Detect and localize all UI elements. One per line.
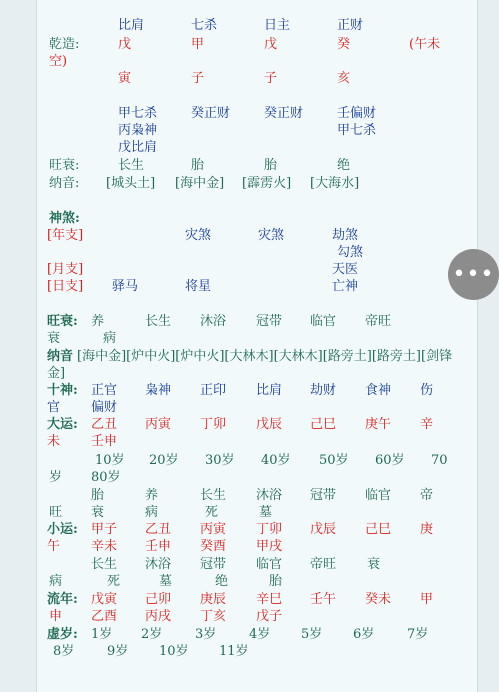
dayun-nayin-line: [海中金][炉中火][炉中火][大林木][大林木][路旁土][路旁土][剑锋 (77, 349, 453, 364)
prosperity-value: 长生 (118, 158, 145, 173)
ten-gods-label: 十神: (47, 383, 78, 398)
dayun-cycle: 冠带 (310, 488, 337, 503)
dayun-pillar: 己巳 (310, 417, 337, 432)
liunian-pillar: 癸未 (365, 592, 392, 607)
ten-god-item: 偏财 (91, 400, 118, 415)
shensha-title: 神煞: (49, 211, 80, 226)
xiaoyun-pillar: 甲子 (91, 522, 118, 537)
xusui-age: 11岁 (219, 644, 249, 659)
xiaoyun-pillar: 乙丑 (145, 522, 172, 537)
xiaoyun-cycle: 墓 (159, 574, 173, 589)
stem-day: 戊 (264, 37, 278, 52)
xiaoyun-pillar: 庚 (420, 522, 434, 537)
xiaoyun-cycle: 冠带 (200, 557, 227, 572)
xusui-age: 6岁 (353, 627, 375, 642)
cycle-value: 养 (91, 314, 105, 329)
ten-god-item: 伤 (420, 383, 434, 398)
dayun-label: 大运: (47, 417, 78, 432)
shensha-item: 天医 (332, 262, 359, 277)
xiaoyun-pillar: 戊辰 (310, 522, 337, 537)
liunian-pillar: 己卯 (145, 592, 172, 607)
day-branch-label: [日支] (47, 279, 84, 294)
cycle-label: 旺衰: (47, 314, 78, 329)
nayin-label: 纳音: (49, 176, 80, 191)
liunian-pillar: 丁亥 (200, 609, 227, 624)
more-dots-icon: ••• (452, 261, 495, 287)
header-ten-god-year: 比肩 (118, 18, 145, 33)
dayun-age: 40岁 (261, 453, 291, 468)
xusui-age: 9岁 (107, 644, 129, 659)
xusui-age: 2岁 (141, 627, 163, 642)
header-ten-god-day: 日主 (264, 18, 291, 33)
liunian-label: 流年: (47, 592, 78, 607)
branch-month: 子 (191, 71, 205, 86)
hidden-stem: 甲七杀 (337, 123, 377, 138)
xiaoyun-cycle: 长生 (91, 557, 118, 572)
dayun-age: 30岁 (205, 453, 235, 468)
dayun-cycle: 衰 (91, 505, 105, 520)
ten-god-item: 比肩 (256, 383, 283, 398)
xiaoyun-cycle: 帝旺 (310, 557, 337, 572)
xiaoyun-pillar: 辛未 (91, 539, 118, 554)
prosperity-value: 绝 (337, 158, 351, 173)
ten-god-item: 正印 (200, 383, 227, 398)
hidden-stem: 癸正财 (264, 106, 304, 121)
dayun-cycle: 旺 (49, 505, 63, 520)
liunian-pillar: 戊子 (256, 609, 283, 624)
xusui-age: 3岁 (195, 627, 217, 642)
liunian-pillar: 乙酉 (91, 609, 118, 624)
dayun-age: 70 (431, 453, 448, 468)
stem-hour: 癸 (337, 37, 351, 52)
dayun-pillar: 辛 (420, 417, 434, 432)
dayun-nayin-label: 纳音 (47, 349, 74, 364)
xiaoyun-pillar: 癸酉 (200, 539, 227, 554)
cycle-value: 冠带 (256, 314, 283, 329)
year-branch-label: [年支] (47, 228, 84, 243)
dayun-age: 50岁 (319, 453, 349, 468)
hidden-stem: 丙枭神 (118, 123, 158, 138)
qianzao-label: 乾造: (49, 37, 80, 52)
empty-note: (午未 (409, 37, 441, 52)
liunian-pillar: 甲 (420, 592, 434, 607)
shensha-item: 勾煞 (337, 245, 364, 260)
xusui-age: 1岁 (91, 627, 113, 642)
ten-god-item: 正官 (91, 383, 118, 398)
xusui-age: 5岁 (301, 627, 323, 642)
cycle-value: 帝旺 (365, 314, 392, 329)
xiaoyun-pillar: 壬申 (145, 539, 172, 554)
branch-year: 寅 (118, 71, 132, 86)
shensha-item: 劫煞 (332, 228, 359, 243)
dayun-age: 岁 (49, 470, 63, 485)
cycle-value: 长生 (145, 314, 172, 329)
dayun-cycle: 临官 (365, 488, 392, 503)
dayun-pillar: 丙寅 (145, 417, 172, 432)
cycle-value: 沐浴 (200, 314, 227, 329)
dayun-age: 60岁 (375, 453, 405, 468)
dayun-cycle: 长生 (200, 488, 227, 503)
xiaoyun-cycle: 沐浴 (145, 557, 172, 572)
xiaoyun-pillar: 丙寅 (200, 522, 227, 537)
xiaoyun-cycle: 死 (107, 574, 121, 589)
dayun-pillar: 戊辰 (256, 417, 283, 432)
prosperity-label: 旺衰: (49, 158, 80, 173)
dayun-age: 20岁 (149, 453, 179, 468)
xiaoyun-cycle: 胎 (269, 574, 283, 589)
xiaoyun-cycle: 临官 (256, 557, 283, 572)
cycle-value: 衰 (47, 331, 61, 346)
hidden-stem: 戊比肩 (118, 140, 158, 155)
xusui-age: 7岁 (407, 627, 429, 642)
dayun-pillar: 丁卯 (200, 417, 227, 432)
hidden-stem: 癸正财 (191, 106, 231, 121)
ten-god-item: 官 (47, 400, 61, 415)
nayin-value: [大海水] (310, 176, 360, 191)
ten-god-item: 食神 (365, 383, 392, 398)
xiaoyun-pillar: 甲戌 (256, 539, 283, 554)
stem-month: 甲 (191, 37, 205, 52)
dayun-cycle: 胎 (91, 488, 105, 503)
prosperity-value: 胎 (264, 158, 278, 173)
xiaoyun-label: 小运: (47, 522, 78, 537)
liunian-pillar: 庚辰 (200, 592, 227, 607)
liunian-pillar: 辛巳 (256, 592, 283, 607)
shensha-item: 驿马 (112, 279, 139, 294)
xusui-age: 10岁 (159, 644, 189, 659)
hidden-stem: 壬偏财 (337, 106, 377, 121)
shensha-item: 灾煞 (185, 228, 212, 243)
header-ten-god-hour: 正财 (337, 18, 364, 33)
branch-day: 子 (264, 71, 278, 86)
xusui-age: 8岁 (53, 644, 75, 659)
dayun-pillar: 乙丑 (91, 417, 118, 432)
dayun-age: 80岁 (91, 470, 121, 485)
dayun-cycle: 沐浴 (256, 488, 283, 503)
hidden-stem: 甲七杀 (118, 106, 158, 121)
dayun-pillar: 壬申 (91, 434, 118, 449)
cycle-value: 临官 (310, 314, 337, 329)
xiaoyun-pillar: 丁卯 (256, 522, 283, 537)
cycle-value: 病 (103, 331, 117, 346)
chart-sheet (36, 0, 478, 692)
nayin-value: [霹雳火] (242, 176, 292, 191)
month-branch-label: [月支] (47, 262, 84, 277)
dayun-nayin-wrap: 金] (47, 366, 66, 381)
shensha-item: 亡神 (332, 279, 359, 294)
xiaoyun-cycle: 衰 (367, 557, 381, 572)
dayun-cycle: 墓 (259, 505, 273, 520)
empty-note-wrap: 空) (49, 54, 68, 69)
xusui-label: 虚岁: (47, 627, 78, 642)
xiaoyun-pillar: 午 (47, 539, 61, 554)
more-options-button[interactable] (448, 249, 499, 300)
dayun-pillar: 庚午 (365, 417, 392, 432)
shensha-item: 将星 (185, 279, 212, 294)
xiaoyun-cycle: 绝 (215, 574, 229, 589)
ten-god-item: 劫财 (310, 383, 337, 398)
liunian-pillar: 戊寅 (91, 592, 118, 607)
header-ten-god-month: 七杀 (191, 18, 218, 33)
dayun-cycle: 病 (145, 505, 159, 520)
liunian-pillar: 申 (49, 609, 63, 624)
nayin-value: [城头土] (106, 176, 156, 191)
dayun-cycle: 帝 (420, 488, 434, 503)
dayun-pillar: 未 (47, 434, 61, 449)
liunian-pillar: 丙戌 (145, 609, 172, 624)
liunian-pillar: 壬午 (310, 592, 337, 607)
xusui-age: 4岁 (249, 627, 271, 642)
dayun-age: 10岁 (95, 453, 125, 468)
dayun-cycle: 死 (205, 505, 219, 520)
stem-year: 戊 (118, 37, 132, 52)
xiaoyun-cycle: 病 (49, 574, 63, 589)
ten-god-item: 枭神 (145, 383, 172, 398)
branch-hour: 亥 (337, 71, 351, 86)
xiaoyun-pillar: 己巳 (365, 522, 392, 537)
nayin-value: [海中金] (175, 176, 225, 191)
dayun-cycle: 养 (145, 488, 159, 503)
shensha-item: 灾煞 (258, 228, 285, 243)
prosperity-value: 胎 (191, 158, 205, 173)
